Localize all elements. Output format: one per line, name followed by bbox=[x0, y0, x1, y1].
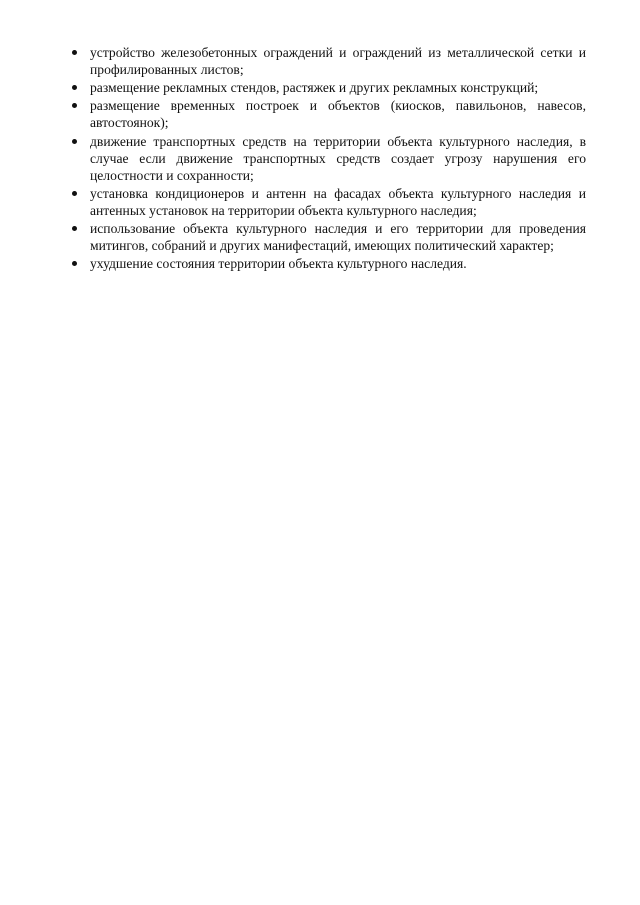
list-item-text: установка кондиционеров и антенн на фасадах объекта культурного наследия и антенных установок на территории объекта культурного наследия; bbox=[90, 185, 586, 218]
bullet-icon bbox=[72, 226, 77, 231]
bullet-icon bbox=[72, 139, 77, 144]
list-item bbox=[72, 255, 586, 272]
bullet-icon bbox=[72, 261, 77, 266]
list-item bbox=[72, 79, 586, 96]
list-item-text: размещение временных построек и объектов (киосков, павильонов, навесов, автостоянок); bbox=[90, 98, 586, 131]
bullet-icon bbox=[72, 85, 77, 90]
list-item bbox=[72, 97, 586, 131]
bullet-icon bbox=[72, 191, 77, 196]
list-item bbox=[72, 220, 586, 254]
list-item-text: размещение рекламных стендов, растяжек и других рекламных конструкций; bbox=[90, 80, 539, 96]
list-item bbox=[72, 44, 586, 78]
bullet-icon bbox=[72, 50, 77, 55]
list-item-text: ухудшение состояния территории объекта культурного наследия. bbox=[90, 256, 467, 272]
prohibitions-list bbox=[72, 44, 586, 273]
list-item-text: использование объекта культурного наследия и его территории для проведения митингов, собраний и других манифестаций, имеющих политический характер; bbox=[90, 220, 586, 253]
list-item bbox=[72, 185, 586, 219]
list-item bbox=[72, 133, 586, 184]
list-item-text: устройство железобетонных ограждений и ограждений из металлической сетки и профилированных листов; bbox=[90, 45, 586, 77]
bullet-icon bbox=[72, 103, 77, 108]
list-item-text: движение транспортных средств на территории объекта культурного наследия, в случае если движение транспортных средств создает угрозу нарушения его целостности и сохранности; bbox=[90, 133, 586, 183]
